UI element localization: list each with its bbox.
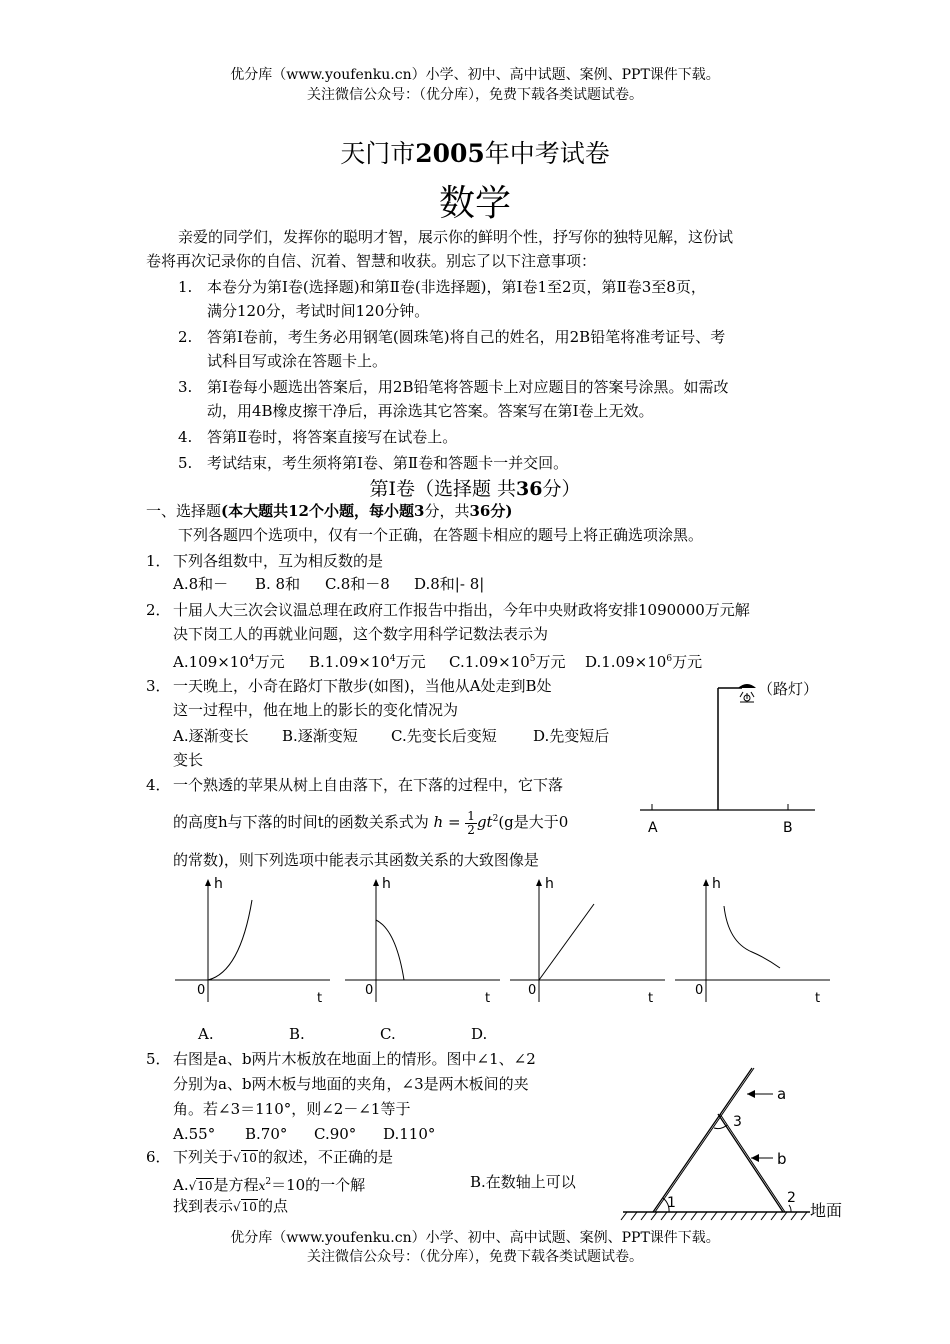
point-a-label: A (648, 820, 658, 836)
curve (208, 900, 252, 980)
section-title (0, 474, 950, 501)
text: 是方程 (213, 1176, 259, 1194)
ground-hatch (621, 1212, 807, 1220)
graph-label-a: A. (198, 1025, 214, 1043)
option-d: D.110° (383, 1125, 436, 1143)
radicand: 10 (197, 1179, 213, 1193)
formula-eq: = (447, 813, 461, 831)
radicand: 10 (241, 1151, 257, 1165)
question-text: 的常数)，则下列选项中能表示其函数关系的大致图像是 (173, 851, 539, 869)
question-text: 分别为a、b两木板与地面的夹角，∠3是两木板间的夹 (173, 1075, 529, 1093)
radicand: 10 (241, 1200, 257, 1214)
formula-var: x (258, 1179, 266, 1193)
header-line-2: 关注微信公众号：（优分库），免费下载各类试题试卷。 (307, 87, 643, 103)
option-c: C.8和－8 (325, 575, 390, 593)
lamp-icon (738, 684, 756, 688)
origin-label: 0 (528, 983, 537, 998)
option-label: A. (173, 1176, 189, 1194)
intro-line-1: 亲爱的同学们，发挥你的聪明才智，展示你的鲜明个性，抒写你的独特见解，这份试 (178, 228, 734, 246)
formula-var: gt (476, 813, 493, 831)
option-a: A.8和－ (173, 575, 229, 593)
axis-h-label: h (545, 876, 554, 892)
exponent: 2 (492, 814, 499, 824)
axis-t-label: t (648, 991, 654, 1006)
graph-a (175, 876, 330, 1006)
street-lamp-figure (630, 672, 830, 842)
part-info: 分) (490, 502, 513, 520)
arrow-a-head-icon (747, 1090, 755, 1098)
part-info: 个小题，每小题 (309, 502, 415, 520)
angle-2-arc (789, 1205, 791, 1212)
note-text: 第Ⅰ卷每小题选出答案后，用2B铅笔将答题卡上对应题目的答案号涂黑。如需改 (207, 378, 729, 396)
angle-3-label: 3 (733, 1114, 742, 1130)
origin-label: 0 (695, 983, 704, 998)
formula-var: h (433, 813, 444, 831)
question-text (173, 1146, 393, 1169)
exponent: 4 (389, 654, 396, 664)
graph-label-d: D. (471, 1025, 488, 1043)
origin-label: 0 (365, 983, 374, 998)
section-title-post: 分） (542, 478, 581, 500)
note-num: 1. (178, 278, 193, 296)
option-unit: 万元 (254, 653, 285, 671)
title-year: 2005 (415, 139, 485, 168)
text: 下列关于 (173, 1148, 234, 1166)
graph-options (170, 872, 840, 1012)
curve (539, 904, 594, 980)
title-city: 天门市 (340, 139, 416, 168)
question-text: 决下岗工人的再就业问题，这个数字用科学记数法表示为 (173, 625, 549, 643)
option-a: A.55° (173, 1125, 216, 1143)
question-number: 3． (146, 677, 171, 695)
option-text: C.1.09×10 (449, 653, 530, 671)
graph-d (675, 876, 830, 1006)
note-num: 2. (178, 328, 193, 346)
title-suffix: 年中考试卷 (484, 139, 610, 168)
exponent: 5 (529, 654, 536, 664)
option-d (585, 648, 702, 673)
note-text: 答第Ⅱ卷时，将答案直接写在试卷上。 (207, 428, 458, 446)
option-d: D.8和|- 8| (414, 575, 485, 593)
intro-line-2: 卷将再次记录你的自信、沉着、智慧和收获。别忘了以下注意事项： (146, 252, 597, 270)
question-text: 下列各组数中，互为相反数的是 (173, 552, 384, 570)
footer-line-1: 优分库（www.youfenku.cn）小学、初中、高中试题、案例、PPT课件下载。 (230, 1230, 720, 1246)
note-num: 4. (178, 428, 193, 446)
sqrt-icon: √ (233, 1200, 241, 1214)
option-unit: 万元 (395, 653, 426, 671)
option-d-cont: 变长 (173, 751, 204, 769)
option-a (173, 1171, 365, 1197)
axis-t-label: t (317, 991, 323, 1006)
question-text (173, 808, 568, 837)
angle-2-label: 2 (787, 1190, 796, 1206)
curve (376, 920, 404, 980)
graph-label-c: C. (380, 1025, 396, 1043)
question-text: 十届人大三次会议温总理在政府工作报告中指出，今年中央财政将安排1090000万元解 (173, 601, 750, 619)
axis-h-label: h (382, 876, 391, 892)
numerator: 1 (467, 808, 475, 823)
option-c: C.先变长后变短 (391, 727, 497, 745)
board-b-label: b (777, 1150, 787, 1168)
board-a-label: a (777, 1085, 787, 1103)
note-text: 动，用4B橡皮擦干净后，再涂选其它答案。答案写在第Ⅰ卷上无效。 (207, 402, 654, 420)
text: (g是大于0 (498, 813, 569, 831)
fraction (465, 810, 477, 837)
note-text: 本卷分为第Ⅰ卷(选择题)和第Ⅱ卷(非选择题)，第Ⅰ卷1至2页，第Ⅱ卷3至8页， (207, 278, 706, 296)
question-number: 4． (146, 776, 171, 794)
graph-c (510, 876, 665, 1006)
question-text: 右图是a、b两片木板放在地面上的情形。图中∠1、∠2 (173, 1050, 536, 1068)
note-num: 5. (178, 454, 193, 472)
section-score: 36 (516, 478, 543, 500)
curve (724, 906, 780, 968)
section-title-pre: 第Ⅰ卷（选择题 共 (369, 478, 517, 500)
graph-b (345, 876, 500, 1006)
option-a: A.逐渐变长 (173, 727, 249, 745)
note-text: 答第Ⅰ卷前，考生务必用钢笔(圆珠笔)将自己的姓名，用2B铅笔将准考证号、考 (207, 328, 726, 346)
ground-label: 地面 (810, 1201, 843, 1220)
point-b-label: B (783, 820, 793, 836)
text: 的叙述，不正确的是 (257, 1148, 393, 1166)
sqrt-icon: √ (188, 1179, 197, 1193)
origin-label: 0 (197, 983, 206, 998)
part-info: (本大题共 (221, 502, 289, 520)
question-text: 一个熟透的苹果从树上自由落下，在下落的过程中，它下落 (173, 776, 564, 794)
text: ＝10的一个解 (271, 1176, 366, 1194)
option-b: B.在数轴上可以 (470, 1173, 576, 1191)
option-b (309, 648, 426, 673)
option-b: B.逐渐变短 (282, 727, 358, 745)
part-total: 36 (469, 502, 491, 520)
option-a (173, 648, 285, 673)
option-b: B.70° (245, 1125, 288, 1143)
question-text: 角。若∠3＝110°，则∠2－∠1等于 (173, 1100, 411, 1118)
option-text: D.1.09×10 (585, 653, 667, 671)
exam-title (0, 134, 950, 170)
question-text: 一天晚上，小奇在路灯下散步(如图)，当他从A处走到B处 (173, 677, 552, 695)
exponent: 2 (265, 1177, 272, 1187)
angle-1-label: 1 (667, 1195, 676, 1211)
question-number: 6． (146, 1148, 171, 1166)
denominator: 2 (467, 822, 475, 837)
part-heading (146, 500, 512, 522)
axis-t-label: t (815, 991, 821, 1006)
part-info: 分，共 (424, 502, 470, 520)
header-line-1: 优分库（www.youfenku.cn）小学、初中、高中试题、案例、PPT课件下载。 (230, 67, 720, 83)
exponent: 6 (666, 654, 673, 664)
question-number: 5． (146, 1050, 171, 1068)
option-c: C.90° (314, 1125, 357, 1143)
text: 的点 (257, 1197, 288, 1215)
option-c (449, 648, 566, 673)
option-unit: 万元 (672, 653, 703, 671)
board-b-edge (720, 1114, 785, 1212)
lamp-label: （路灯） (758, 680, 819, 698)
footer-line-2: 关注微信公众号：（优分库），免费下载各类试题试卷。 (307, 1249, 643, 1265)
note-num: 3. (178, 378, 193, 396)
axis-h-label: h (214, 876, 223, 892)
part-count: 12 (288, 502, 309, 520)
part-each: 3 (414, 502, 425, 520)
arrow-b-head-icon (751, 1154, 759, 1162)
option-text: A.109×10 (173, 653, 249, 671)
text: 找到表示 (173, 1197, 234, 1215)
axis-t-label: t (485, 991, 491, 1006)
question-number: 2． (146, 601, 171, 619)
part-label: 一、选择题 (146, 502, 222, 520)
note-text: 试科目写或涂在答题卡上。 (207, 352, 388, 370)
axis-h-label: h (712, 876, 721, 892)
boards-figure (615, 1062, 855, 1230)
subject-title: 数学 (438, 183, 511, 224)
option-b: B. 8和 (255, 575, 301, 593)
sqrt-icon: √ (233, 1151, 241, 1165)
question-text: 这一过程中，他在地上的影长的变化情况为 (173, 701, 459, 719)
option-b-cont (173, 1195, 288, 1218)
question-number: 1． (146, 552, 171, 570)
board-b (718, 1114, 783, 1212)
part-instructions: 下列各题四个选项中，仅有一个正确，在答题卡相应的题号上将正确选项涂黑。 (178, 526, 704, 544)
exponent: 4 (248, 654, 255, 664)
option-d: D.先变短后 (533, 727, 610, 745)
board-a-edge (655, 1068, 754, 1212)
note-text: 满分120分，考试时间120分钟。 (207, 302, 430, 320)
note-text: 考试结束，考生须将第Ⅰ卷、第Ⅱ卷和答题卡一并交回。 (207, 454, 569, 472)
option-text: B.1.09×10 (309, 653, 390, 671)
text: 的高度h与下落的时间t的函数关系式为 (173, 813, 429, 831)
option-unit: 万元 (535, 653, 566, 671)
graph-label-b: B. (289, 1025, 305, 1043)
